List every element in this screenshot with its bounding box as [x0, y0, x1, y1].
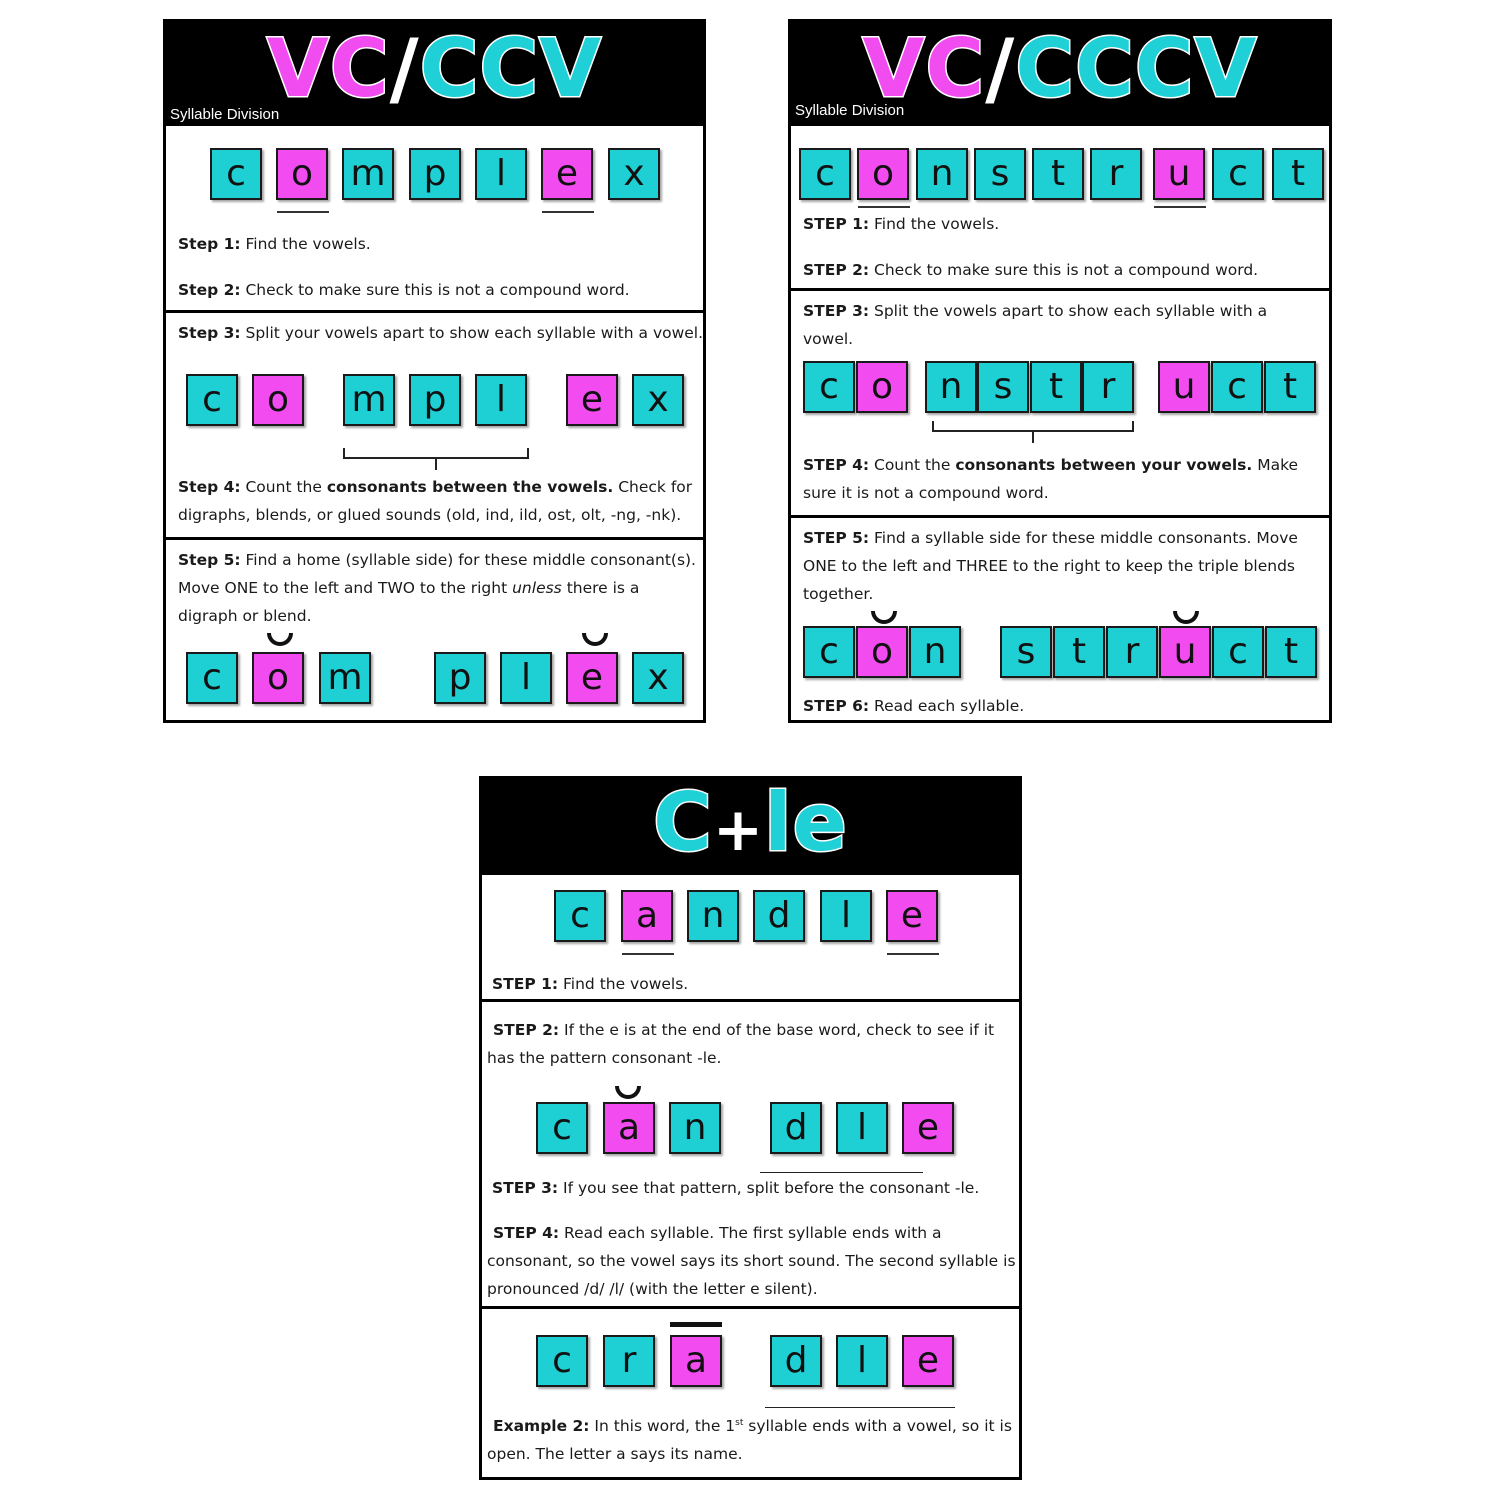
letter-tile: c — [210, 148, 262, 200]
short-vowel-mark — [267, 633, 293, 646]
letter-tile: o — [276, 148, 328, 200]
letter-tile: c — [536, 1335, 588, 1387]
card-title: VC/CCCV — [862, 22, 1258, 115]
card-vc-ccv — [163, 19, 706, 723]
step-3: STEP 3: Split the vowels apart to show each syllable with a vowel. — [803, 302, 1268, 348]
letter-tile: c — [799, 148, 851, 200]
consonant-bracket — [931, 419, 1141, 449]
letter-tile: l — [820, 890, 872, 942]
section-steps-2-4 — [482, 999, 1019, 1309]
letter-tile: s — [1000, 626, 1052, 678]
card-subtitle: Syllable Division — [795, 102, 905, 119]
letter-tile: l — [500, 652, 552, 704]
example-2: Example 2: In this word, the 1st syllable ends with a vowel, so it is open. The letter a says its name. — [487, 1417, 1012, 1464]
step-2: Step 2: Check to make sure this is not a compound word. — [178, 281, 630, 299]
syllable-line — [765, 1407, 955, 1408]
letter-tile: a — [621, 890, 673, 942]
letter-tile: p — [409, 374, 461, 426]
card-header — [482, 776, 1019, 875]
letter-tile: e — [902, 1335, 954, 1387]
consonant-bracket — [342, 446, 532, 476]
section-steps-5-6 — [791, 515, 1329, 723]
short-vowel-mark — [582, 633, 608, 646]
letter-tile: m — [342, 148, 394, 200]
letter-tile: e — [902, 1102, 954, 1154]
card-c-le — [479, 776, 1022, 1480]
letter-tile: c — [186, 374, 238, 426]
letter-tile: o — [856, 626, 908, 678]
section-steps-3-4 — [166, 310, 703, 540]
step-3: STEP 3: If you see that pattern, split before the consonant -le. — [492, 1179, 980, 1197]
letter-tile: c — [554, 890, 606, 942]
letter-tile: t — [1272, 148, 1324, 200]
letter-tile: t — [1032, 148, 1084, 200]
letter-tile: o — [856, 361, 908, 413]
step-1: Step 1: Find the vowels. — [178, 235, 371, 253]
short-vowel-mark — [615, 1086, 641, 1099]
letter-tile: m — [343, 374, 395, 426]
letter-tile: c — [803, 361, 855, 413]
letter-tile: r — [603, 1335, 655, 1387]
letter-tile: n — [909, 626, 961, 678]
letter-tile: x — [608, 148, 660, 200]
step-2: STEP 2: Check to make sure this is not a compound word. — [803, 261, 1259, 279]
letter-tile: u — [1159, 626, 1211, 678]
letter-tile: r — [1106, 626, 1158, 678]
step-1: STEP 1: Find the vowels. — [803, 215, 1000, 233]
letter-tile: o — [252, 374, 304, 426]
section-step-5 — [166, 537, 703, 723]
letter-tile: d — [753, 890, 805, 942]
letter-tile: c — [803, 626, 855, 678]
step-4: Step 4: Count the consonants between the vowels. Check for digraphs, blends, or glued sounds (old, ind, ild, ost, olt, -ng, -nk). — [178, 478, 693, 524]
letter-tile: c — [536, 1102, 588, 1154]
step-4: STEP 4: Read each syllable. The first syllable ends with a consonant, so the vowel says its short sound. The second syllable is pronounced /d/ /l/ (with the letter e silent). — [487, 1224, 1016, 1298]
letter-tile: t — [1053, 626, 1105, 678]
letter-tile: x — [632, 652, 684, 704]
letter-tile: c — [186, 652, 238, 704]
letter-tile: n — [925, 361, 977, 413]
card-title: C+le — [653, 776, 848, 869]
card-subtitle: Syllable Division — [170, 106, 280, 123]
letter-tile: p — [409, 148, 461, 200]
letter-tile: u — [1153, 148, 1205, 200]
letter-tile: a — [670, 1335, 722, 1387]
card-title: VC/CCV — [266, 22, 603, 115]
step-5: Step 5: Find a home (syllable side) for these middle consonant(s). Move ONE to the left and TWO to the right unless there is a digraph or blend. — [178, 551, 696, 625]
step-6: STEP 6: Read each syllable. — [803, 697, 1025, 715]
vowel-underline — [1154, 206, 1206, 208]
letter-tile: o — [252, 652, 304, 704]
letter-tile: c — [1212, 148, 1264, 200]
long-vowel-mark — [670, 1322, 722, 1327]
letter-tile: r — [1090, 148, 1142, 200]
vowel-underline — [858, 206, 910, 208]
step-5: STEP 5: Find a syllable side for these middle consonants. Move ONE to the left and THREE to the right to keep the triple blends together. — [803, 529, 1298, 603]
letter-tile: p — [434, 652, 486, 704]
letter-tile: t — [1264, 361, 1316, 413]
letter-tile: x — [632, 374, 684, 426]
letter-tile: s — [974, 148, 1026, 200]
letter-tile: a — [603, 1102, 655, 1154]
letter-tile: l — [836, 1335, 888, 1387]
section-steps-1-2 — [166, 123, 703, 313]
letter-tile: r — [1082, 361, 1134, 413]
letter-tile: e — [541, 148, 593, 200]
syllable-line — [760, 1172, 923, 1173]
letter-tile: l — [475, 148, 527, 200]
short-vowel-mark — [1173, 611, 1199, 624]
letter-tile: e — [566, 652, 618, 704]
vowel-underline — [622, 953, 674, 955]
step-2: STEP 2: If the e is at the end of the base word, check to see if it has the pattern consonant -le. — [487, 1021, 995, 1067]
letter-tile: n — [669, 1102, 721, 1154]
step-3: Step 3: Split your vowels apart to show each syllable with a vowel. — [178, 324, 704, 342]
card-header — [166, 22, 703, 126]
section-steps-1-2 — [791, 123, 1329, 291]
short-vowel-mark — [871, 611, 897, 624]
letter-tile: d — [770, 1335, 822, 1387]
letter-tile: n — [687, 890, 739, 942]
letter-tile: u — [1158, 361, 1210, 413]
step-1: STEP 1: Find the vowels. — [492, 975, 689, 993]
vowel-underline — [277, 211, 329, 213]
letter-tile: d — [770, 1102, 822, 1154]
card-vc-cccv — [788, 19, 1332, 723]
letter-tile: t — [1030, 361, 1082, 413]
letter-tile: t — [1265, 626, 1317, 678]
letter-tile: c — [1211, 361, 1263, 413]
letter-tile: s — [977, 361, 1029, 413]
vowel-underline — [887, 953, 939, 955]
letter-tile: l — [475, 374, 527, 426]
letter-tile: e — [566, 374, 618, 426]
section-example-2 — [482, 1306, 1019, 1480]
letter-tile: c — [1212, 626, 1264, 678]
letter-tile: n — [916, 148, 968, 200]
letter-tile: l — [836, 1102, 888, 1154]
card-header — [791, 22, 1329, 126]
letter-tile: m — [319, 652, 371, 704]
vowel-underline — [542, 211, 594, 213]
step-4: STEP 4: Count the consonants between your vowels. Make sure it is not a compound word. — [803, 456, 1299, 502]
section-steps-3-4 — [791, 288, 1329, 518]
section-step-1 — [482, 872, 1019, 1002]
letter-tile: e — [886, 890, 938, 942]
letter-tile: o — [857, 148, 909, 200]
